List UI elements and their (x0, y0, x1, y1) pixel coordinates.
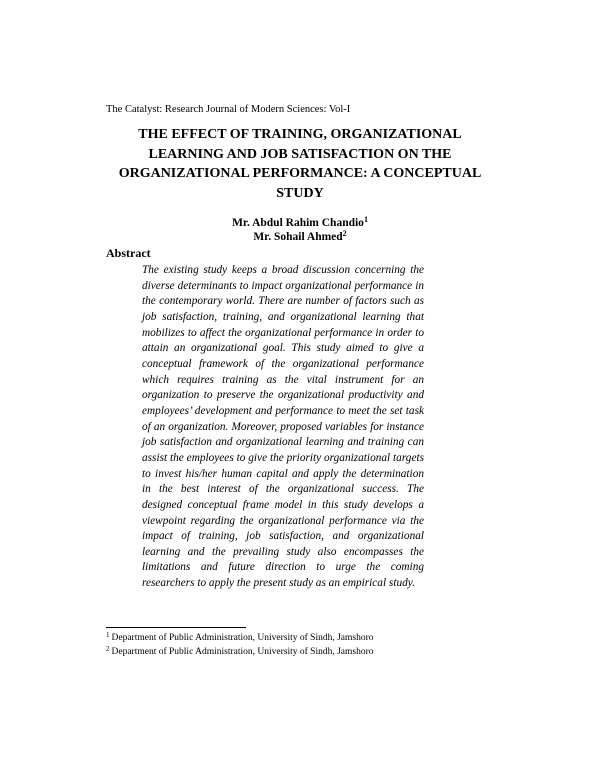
abstract-text: The existing study keeps a broad discussion concerning the diverse determinants to impact organizational performance in the contemporary world. There are number of factors such as job satisfaction, training, and organizational learning that mobilizes to affect the organizational performance in order to attain an organizational goal. This study aimed to give a conceptual framework of the organizational performance which requires training as the vital instrument for an organization to preserve the organizational productivity and employees’ development and performance to meet the set task of an organization. Moreover, proposed variables for instance job satisfaction and organizational learning and training can assist the employees to give the priority organizational targets to invest his/her human capital and apply the determination in the best interest of the organizational success. The designed conceptual frame model in this study develops a viewpoint regarding the organizational performance via the impact of training, job satisfaction, and organizational learning and the prevailing study also encompasses the limitations and future direction to urge the coming researchers to apply the present study as an empirical study. (142, 264, 424, 590)
author-name: Mr. Abdul Rahim Chandio (232, 217, 364, 229)
running-head: The Catalyst: Research Journal of Modern Sciences: Vol-I (106, 104, 351, 115)
footnote-divider (106, 627, 246, 628)
footnote-2 (106, 645, 374, 659)
footnotes (106, 631, 374, 659)
paper-title: THE EFFECT OF TRAINING, ORGANIZATIONAL LEARNING AND JOB SATISFACTION ON THE ORGANIZATIONAL PERFORMANCE: A CONCEPTUAL STUDY (118, 127, 482, 201)
footnote-text: Department of Public Administration, University of Sindh, Jamshoro (111, 647, 374, 657)
author-list (106, 216, 494, 244)
author-name: Mr. Sohail Ahmed (253, 231, 343, 243)
footnote-marker: 2 (106, 645, 110, 653)
footnote-1 (106, 631, 374, 645)
author-1 (106, 216, 494, 230)
footnote-text: Department of Public Administration, University of Sindh, Jamshoro (111, 633, 374, 643)
abstract-heading: Abstract (106, 246, 151, 260)
author-affiliation-marker: 1 (363, 215, 368, 224)
author-affiliation-marker: 2 (342, 229, 347, 238)
author-2 (106, 230, 494, 244)
footnote-marker: 1 (106, 631, 110, 639)
